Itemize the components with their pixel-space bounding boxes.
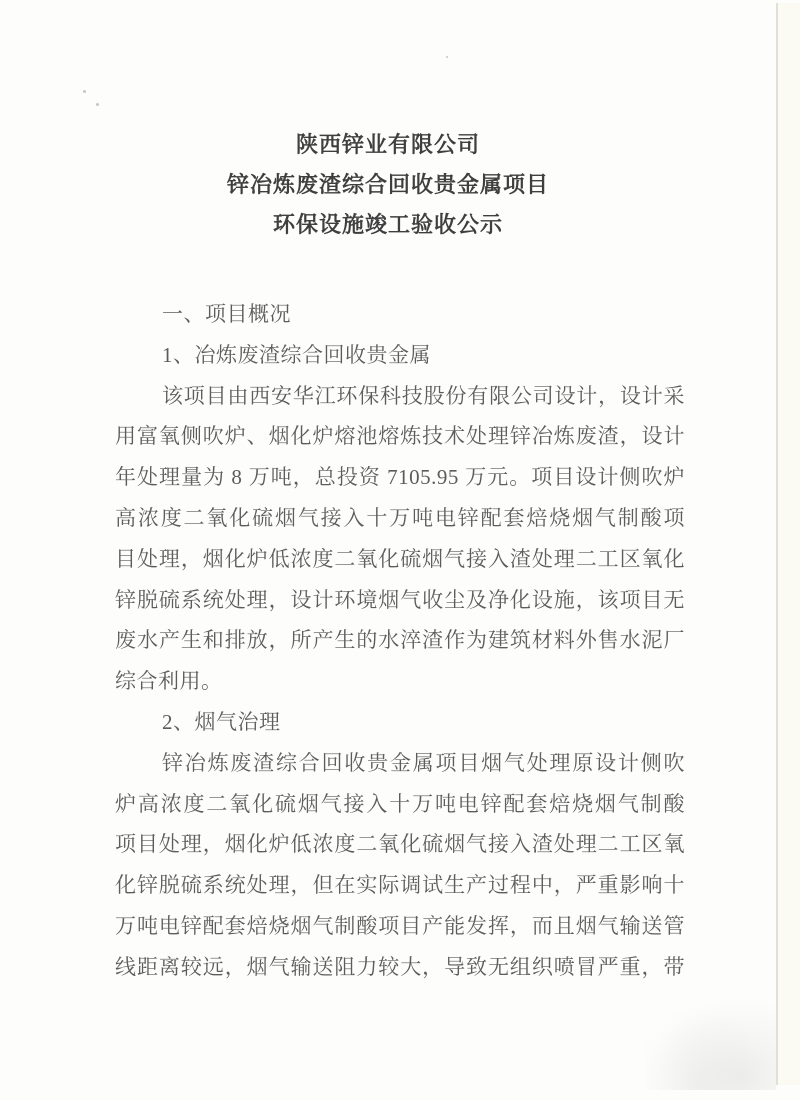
section-heading-1: 一、项目概况: [162, 302, 291, 326]
body-text-line: 年处理量为 8 万吨，总投资 7105.95 万元。项目设计侧吹炉: [115, 465, 685, 490]
body-text-line: 化锌脱硫系统处理，但在实际调试生产过程中，严重影响十: [115, 873, 685, 898]
body-text-line: 该项目由西安华江环保科技股份有限公司设计，设计采: [162, 383, 685, 408]
notice-type: 环保设施竣工验收公示: [272, 212, 503, 237]
document-body: [115, 294, 685, 988]
scan-speck: [96, 103, 99, 106]
company-name: 陕西锌业有限公司: [295, 132, 480, 157]
body-text-line: 综合利用。: [115, 669, 223, 694]
body-text-line: 锌冶炼废渣综合回收贵金属项目烟气处理原设计侧吹: [162, 750, 685, 775]
body-text-line: 线距离较远，烟气输送阻力较大，导致无组织喷冒严重，带: [115, 954, 685, 979]
document-title-block: [0, 132, 776, 238]
body-text-line: 用富氧侧吹炉、烟化炉熔池熔炼技术处理锌冶炼废渣，设计: [115, 424, 685, 449]
scan-speck: [446, 56, 448, 58]
scan-speck: [83, 90, 86, 93]
body-text-line: 高浓度二氧化硫烟气接入十万吨电锌配套焙烧烟气制酸项: [115, 505, 685, 530]
project-name: 锌冶炼废渣综合回收贵金属项目: [226, 172, 549, 197]
body-text-line: 目处理，烟化炉低浓度二氧化硫烟气接入渣处理二工区氧化: [115, 546, 685, 571]
scan-margin-right: [778, 3, 800, 1085]
body-text-line: 万吨电锌配套焙烧烟气制酸项目产能发挥，而且烟气输送管: [115, 913, 685, 938]
scan-noise-bottom-right: [646, 990, 776, 1090]
body-text-line: 废水产生和排放，所产生的水淬渣作为建筑材料外售水泥厂: [115, 628, 685, 653]
scan-edge-top: [0, 0, 800, 3]
subsection-heading-1-1: 1、冶炼废渣综合回收贵金属: [162, 342, 431, 367]
body-text-line: 项目处理，烟化炉低浓度二氧化硫烟气接入渣处理二工区氧: [115, 832, 685, 857]
subsection-heading-1-2: 2、烟气治理: [162, 709, 281, 734]
body-text-line: 锌脱硫系统处理，设计环境烟气收尘及净化设施，该项目无: [115, 587, 685, 612]
body-text-line: 炉高浓度二氧化硫烟气接入十万吨电锌配套焙烧烟气制酸: [115, 791, 685, 816]
